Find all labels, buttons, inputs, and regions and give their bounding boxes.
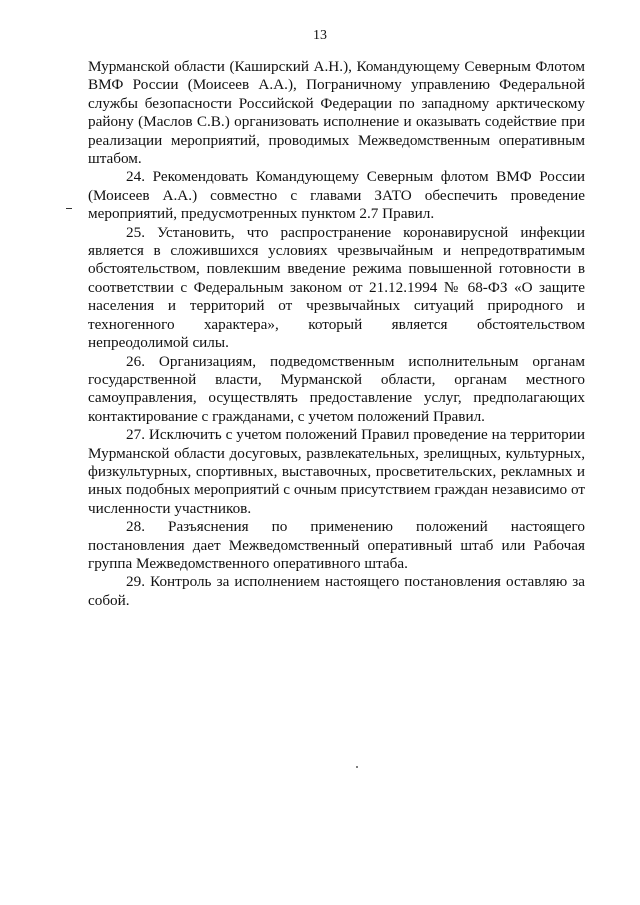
margin-mark xyxy=(66,208,72,209)
scan-speck xyxy=(356,766,358,768)
document-body xyxy=(88,58,585,610)
paragraph-29: 29. Контроль за исполнением настоящего постановления оставляю за собой. xyxy=(88,573,585,609)
paragraph-continuation: Мурманской области (Каширский А.Н.), Командующему Северным Флотом ВМФ России (Моисеев А.А.), Пограничному управлению Федеральной службы безопасности Российской Федерации по западному арктическому району (Маслов С.В.) организовать исполнение и оказывать содействие при реализации мероприятий, проводимых Межведомственным оперативным штабом. xyxy=(88,58,585,168)
paragraph-25: 25. Установить, что распространение коронавирусной инфекции является в сложившихся условиях чрезвычайным и непредотвратимым обстоятельством, повлекшим введение режима повышенной готовности в соответствии с Федеральным законом от 21.12.1994 № 68-ФЗ «О защите населения и территорий от чрезвычайных ситуаций природного и техногенного характера», который является обстоятельством непреодолимой силы. xyxy=(88,223,585,352)
paragraph-24: 24. Рекомендовать Командующему Северным флотом ВМФ России (Моисеев А.А.) совместно с главами ЗАТО обеспечить проведение мероприятий, предусмотренных пунктом 2.7 Правил. xyxy=(88,168,585,223)
paragraph-27: 27. Исключить с учетом положений Правил проведение на территории Мурманской области досуговых, развлекательных, зрелищных, культурных, физкультурных, спортивных, выставочных, просветительских, рекламных и иных подобных мероприятий с очным присутствием граждан независимо от численности участников. xyxy=(88,426,585,517)
page-number: 13 xyxy=(313,28,327,43)
paragraph-26: 26. Организациям, подведомственным исполнительным органам государственной власти, Мурманской области, органам местного самоуправления, осуществлять предоставление услуг, предполагающих контактирование с гражданами, с учетом положений Правил. xyxy=(88,352,585,425)
paragraph-28: 28. Разъяснения по применению положений настоящего постановления дает Межведомственный оперативный штаб или Рабочая группа Межведомственного оперативного штаба. xyxy=(88,518,585,572)
